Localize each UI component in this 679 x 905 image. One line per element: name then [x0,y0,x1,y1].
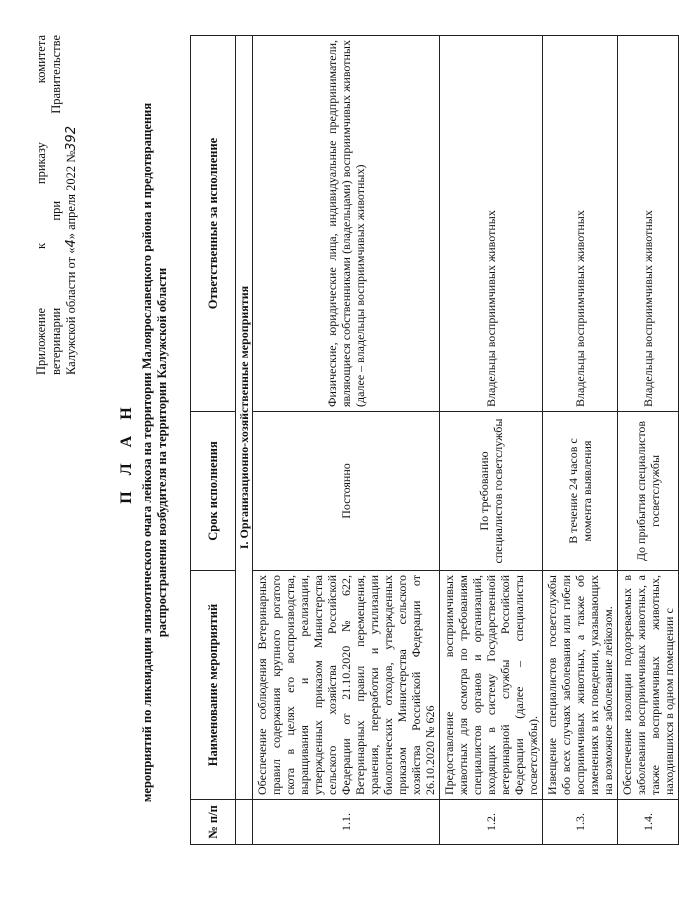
row-action: Извещение специалистов госветслужбы обо всех случаях заболевания или гибели восприимчивых животных, а также об изменениях в их поведении, указывающих на возможное заболевание лейкозом. [543,571,618,800]
appendix-line-2: ветеринарии при Правительстве [49,35,63,375]
appendix-date-suffix: » апреля 2022 № [64,150,78,240]
table-row [618,36,679,845]
header-action: Наименование мероприятий [191,571,236,800]
appendix-date-prefix: Калужской области от « [64,247,78,375]
row-action: Предоставление восприимчивых животных для осмотра по требованиям специалистов органов и организаций, входящих в систему Государственной ветеринарной службы Российской Федерации (далее – специалисты госветслужбы). [440,571,543,800]
appendix-day: 4 [64,239,79,248]
row-responsible: Владельцы восприимчивых животных [543,36,618,412]
section-row [236,36,253,845]
header-no: № п/п [191,800,236,845]
header-responsible: Ответственные за исполнение [191,36,236,412]
row-number: 1.2. [440,800,543,845]
table-row [440,36,543,845]
header-term: Срок исполнения [191,412,236,571]
row-responsible: Владельцы восприимчивых животных [440,36,543,412]
table-header-row [191,36,236,845]
row-number: 1.3. [543,800,618,845]
appendix-number: 392 [64,126,79,151]
row-term: До прибытия специалистов госветслужбы [618,412,679,571]
plan-title: П Л А Н [118,401,135,504]
row-responsible: Владельцы восприимчивых животных [618,36,679,412]
section-empty-cell [236,800,253,845]
appendix-header [34,35,79,375]
row-term: По требованию специалистов госветслужбы [440,412,543,571]
row-action: Обеспечение изоляции подозреваемых в заболевании восприимчивых животных, а также восприимчивых животных, находившихся в одном помещении с [618,571,679,800]
row-number: 1.4. [618,800,679,845]
row-number: 1.1. [253,800,440,845]
appendix-line-3 [64,35,79,375]
plan-table [190,35,679,845]
row-action: Обеспечение соблюдения Ветеринарных правил содержания крупного рогатого скота в целях его воспроизводства, выращивания и реализации, утвержденных приказом Министерства сельского хозяйства Российской Федерации от 21.10.2020 № 622, Ветеринарных правил перемещения, хранения, переработки и утилизации биологических отходов, утвержденных приказом Министерства сельского хозяйства Российской Федерации от 26.10.2020 № 626 [253,571,440,800]
plan-subtitle: мероприятий по ликвидации эпизоотического очага лейкоза на территории Малоярославецкого района и предотвращения распространения возбудителя на территории Калужской области [140,102,169,803]
table-row [543,36,618,845]
row-responsible: Физические, юридические лица, индивидуальные предприниматели, являющиеся собственниками (владельцами) восприимчивых животных (далее – владельцы восприимчивых животных) [253,36,440,412]
table-row [253,36,440,845]
row-term: В течение 24 часов с момента выявления [543,412,618,571]
row-term: Постоянно [253,412,440,571]
section-title: I. Организационно-хозяйственные мероприятия [236,36,253,800]
appendix-line-1: Приложение к приказу комитета [34,35,48,375]
